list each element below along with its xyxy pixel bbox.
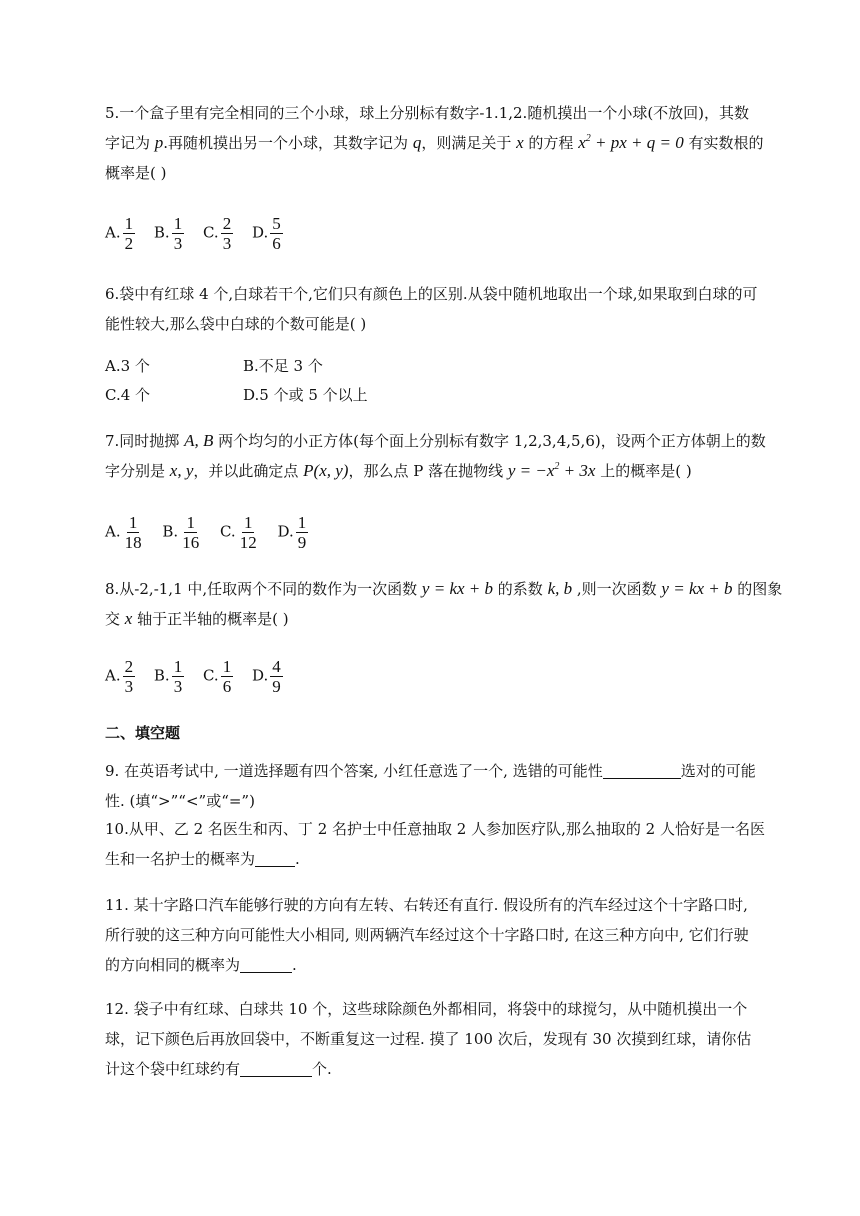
q11-line-3: [105, 950, 765, 980]
q7-line-2: [105, 456, 765, 486]
q12-text: 计这个袋中红球约有: [105, 1060, 241, 1078]
q8-text: 轴于正半轴的概率是( ): [132, 610, 289, 628]
q11-line-1: 11. 某十字路口汽车能够行驶的方向有左转、右转还有直行. 假设所有的汽车经过这个十字路口时,: [105, 896, 748, 914]
q8-text: 的系数: [493, 580, 548, 598]
eq-rest: + px + q = 0: [590, 133, 684, 152]
q7-var-ab: A, B: [184, 431, 214, 450]
q5-line-3: 概率是( ): [105, 164, 167, 182]
q5-text: 字记为: [105, 134, 155, 152]
q12-line-1: 12. 袋子中有红球、白球共 10 个，这些球除颜色外都相同，将袋中的球搅匀，从中随机摸出一个: [105, 1000, 748, 1018]
fraction: [270, 657, 283, 696]
answer-blank[interactable]: [255, 850, 295, 867]
fraction: [221, 657, 234, 696]
q7-option-c[interactable]: [220, 513, 259, 552]
q8-linear-equation: y = kx + b: [421, 579, 494, 598]
question-7: [105, 426, 765, 486]
q7-parabola-equation: [508, 461, 596, 480]
numerator: 1: [222, 657, 232, 676]
q5-text: ，则满足关于: [421, 134, 517, 152]
q10-line-2: [105, 844, 765, 874]
denominator: 3: [124, 677, 134, 696]
q5-equation: [578, 133, 684, 152]
denominator: 12: [239, 533, 257, 552]
q8-linear-equation: y = kx + b: [661, 579, 733, 598]
q5-text: .再随机摸出另一个小球，其数字记为: [163, 134, 413, 152]
q12-line-3: [105, 1054, 765, 1084]
q12-line-2: 球，记下颜色后再放回袋中，不断重复这一过程. 摸了 100 次后，发现有 30 次摸到红球，请你估: [105, 1030, 752, 1048]
denominator: 6: [272, 234, 281, 253]
q8-line-1: [105, 574, 783, 604]
answer-blank[interactable]: [240, 956, 292, 973]
q11-text: 的方向相同的概率为: [105, 956, 241, 974]
q6-line-2: 能性较大,那么袋中白球的个数可能是( ): [105, 315, 367, 333]
option-label: D.: [277, 522, 294, 541]
q8-line-2: [105, 604, 765, 634]
numerator: 2: [222, 214, 232, 233]
answer-blank[interactable]: [240, 1060, 312, 1077]
q7-text: ，那么点 P 落在抛物线: [348, 462, 508, 480]
q8-text: 交: [105, 610, 125, 628]
fraction: [172, 214, 185, 253]
fraction: [221, 214, 234, 253]
q7-line-1: [105, 426, 765, 456]
q5-option-c[interactable]: [203, 214, 233, 253]
numerator: 1: [124, 214, 134, 233]
numerator: 1: [173, 657, 183, 676]
section-heading: 二、填空题: [105, 724, 181, 742]
q6-option-c[interactable]: C.4 个: [105, 386, 151, 404]
question-5: [105, 98, 765, 188]
q7-option-b[interactable]: [162, 513, 201, 552]
numerator: 1: [243, 513, 253, 532]
numerator: 1: [297, 513, 307, 532]
option-label: C.: [219, 522, 236, 541]
option-label: B.: [153, 666, 170, 685]
q7-text: 上的概率是( ): [595, 462, 692, 480]
option-label: A.: [105, 223, 121, 242]
q6-line-1: 6.袋中有红球 4 个,白球若干个,它们只有颜色上的区别.从袋中随机地取出一个球,如果取到白球的可: [105, 285, 758, 303]
q9-text: 选对的可能: [680, 762, 756, 780]
q6-option-b[interactable]: B.不足 3 个: [243, 357, 323, 375]
numerator: 5: [272, 214, 281, 233]
question-9: [105, 756, 765, 816]
q9-text: 9. 在英语考试中, 一道选择题有四个答案, 小红任意选了一个, 选错的可能性: [105, 762, 603, 780]
q7-option-d[interactable]: [277, 513, 308, 552]
fraction: [123, 214, 136, 253]
fraction: [180, 513, 201, 552]
question-6: [105, 279, 765, 339]
q7-option-a[interactable]: [105, 513, 144, 552]
question-11: [105, 890, 765, 980]
q5-option-d[interactable]: [252, 214, 283, 253]
q7-text: 7.同时抛掷: [105, 432, 185, 450]
q8-option-d[interactable]: [252, 657, 283, 696]
answer-blank[interactable]: [603, 762, 681, 779]
q7-point-p: P(x, y): [303, 461, 349, 480]
numerator: 1: [128, 513, 138, 532]
fraction: [270, 214, 283, 253]
denominator: 3: [222, 234, 232, 253]
q9-line-2: 性. (填“>”“<”或“=”): [105, 792, 255, 810]
question-8: [105, 574, 783, 634]
q6-option-a[interactable]: A.3 个: [105, 357, 150, 375]
denominator: 9: [297, 533, 307, 552]
q7-text: 两个均匀的小正方体(每个面上分别标有数字 1,2,3,4,5,6)，设两个正方体朝上的数: [213, 432, 766, 450]
eq-exponent: 2: [554, 461, 560, 472]
q10-text: 生和一名护士的概率为: [105, 850, 256, 868]
fraction: [123, 513, 144, 552]
q5-text: 的方程: [523, 134, 579, 152]
q7-text: ，并以此确定点: [193, 462, 304, 480]
question-10: [105, 814, 765, 874]
eq-part: y = −x: [507, 461, 555, 480]
fraction: [172, 657, 185, 696]
option-label: D.: [251, 666, 269, 685]
denominator: 3: [173, 677, 183, 696]
option-label: C.: [202, 223, 219, 242]
denominator: 2: [124, 234, 134, 253]
question-12: [105, 994, 765, 1084]
q5-option-a[interactable]: [105, 214, 135, 253]
numerator: 2: [124, 657, 134, 676]
q9-line-1: [105, 756, 765, 786]
denominator: 16: [182, 533, 200, 552]
eq-part: + 3x: [559, 461, 596, 480]
eq-x: x: [578, 133, 586, 152]
numerator: 1: [186, 513, 195, 532]
option-label: B.: [162, 522, 179, 541]
denominator: 3: [173, 234, 183, 253]
q8-option-c[interactable]: [203, 657, 233, 696]
option-label: D.: [251, 223, 269, 242]
q7-text: 字分别是: [105, 462, 170, 480]
q8-option-b[interactable]: [154, 657, 184, 696]
denominator: 9: [272, 677, 281, 696]
q8-options: [105, 657, 297, 696]
q10-line-1: 10.从甲、乙 2 名医生和丙、丁 2 名护士中任意抽取 2 人参加医疗队,那么抽取的 2 人恰好是一名医: [105, 820, 765, 838]
option-label: B.: [153, 223, 170, 242]
q5-var-p: p: [154, 133, 164, 152]
option-label: A.: [105, 666, 121, 685]
numerator: 4: [272, 657, 281, 676]
denominator: 18: [124, 533, 142, 552]
q5-line-1: 5.一个盒子里有完全相同的三个小球，球上分别标有数字-1.1,2.随机摸出一个小球(不放回)，其数: [105, 104, 750, 122]
q5-option-b[interactable]: [154, 214, 184, 253]
q8-text: 8.从-2,-1,1 中,任取两个不同的数作为一次函数: [105, 580, 422, 598]
q8-option-a[interactable]: [105, 657, 135, 696]
q8-text: 的图象: [732, 580, 783, 598]
option-label: C.: [202, 666, 219, 685]
fraction: [296, 513, 309, 552]
q6-option-d[interactable]: D.5 个或 5 个以上: [243, 386, 368, 404]
q10-text: .: [295, 850, 300, 868]
q5-line-2: [105, 128, 765, 158]
q8-var-x: x: [124, 609, 133, 628]
fraction: [238, 513, 259, 552]
option-label: A.: [105, 522, 121, 541]
q5-options: [105, 214, 297, 253]
q5-var-x: x: [516, 133, 524, 152]
q12-text: 个.: [312, 1060, 332, 1078]
q11-line-2: 所行驶的这三种方向可能性大小相同, 则两辆汽车经过这个十字路口时, 在这三种方向中, 它们行驶: [105, 926, 749, 944]
q11-text: .: [292, 956, 297, 974]
denominator: 6: [222, 677, 232, 696]
eq-exponent: 2: [585, 133, 591, 144]
numerator: 1: [173, 214, 183, 233]
q5-var-q: q: [412, 133, 422, 152]
q8-var-kb: k, b: [547, 579, 573, 598]
q8-text: ,则一次函数: [572, 580, 662, 598]
q7-var-xy: x, y: [169, 461, 194, 480]
q5-text: 有实数根的: [683, 134, 764, 152]
fraction: [123, 657, 136, 696]
q7-options: [105, 513, 322, 552]
